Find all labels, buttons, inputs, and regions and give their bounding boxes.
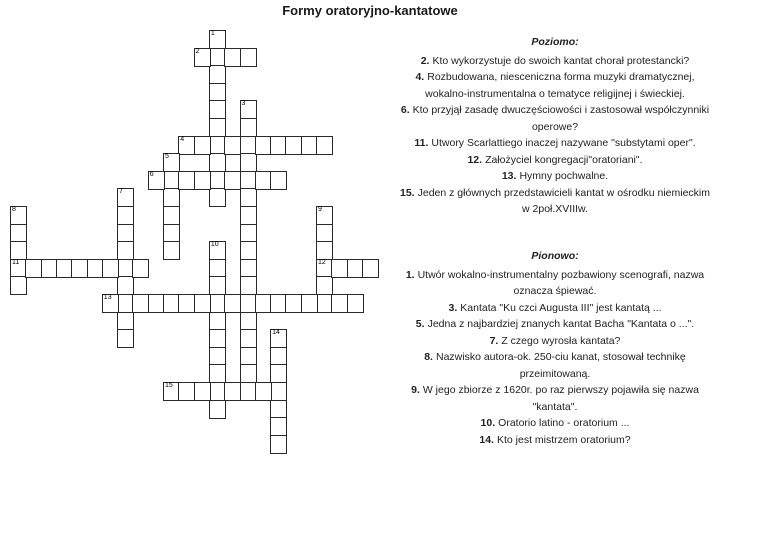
cell-number: 10 [210,241,219,249]
grid-cell[interactable] [209,276,226,295]
grid-cell[interactable] [117,276,134,295]
grid-cell[interactable] [240,259,257,278]
grid-cell[interactable] [224,294,241,313]
clue-item [400,333,710,350]
cell-number: 9 [318,206,322,213]
down-clue-list [400,267,710,449]
across-clue-list [400,53,710,218]
clue-text: Kto jest mistrzem oratorium? [496,433,631,446]
cell-number: 12 [318,258,326,266]
grid-cell[interactable] [316,224,333,243]
clue-text: Utwór wokalno-instrumentalny pozbawiony scenografi, nazwa oznacza śpiewać. [417,268,705,297]
clue-number: 10. [480,417,496,429]
clue-item [400,168,710,185]
grid-cell[interactable] [194,171,211,190]
clue-text: Hymny pochwalne. [519,170,609,182]
clue-number: 13. [501,170,517,182]
clue-text: W jego zbiorze z 1620r. po raz pierwszy pojawiła się nazwa "kantata". [422,384,699,413]
clue-number: 1. [405,268,415,281]
clue-text: Kto przyjął zasadę dwuczęściowości i zastosował współczynniki operowe? [412,104,710,133]
clue-item [400,349,710,382]
grid-cell[interactable] [209,259,226,278]
grid-cell[interactable] [240,48,257,67]
grid-cell[interactable] [163,206,180,225]
cell-number: 7 [119,188,123,196]
grid-cell[interactable] [240,312,257,331]
clue-text: Założyciel kongregacji"oratoriani". [485,153,643,166]
grid-cell[interactable] [117,241,134,260]
clue-number: 3. [448,301,458,314]
cell-number: 13 [103,294,112,301]
grid-cell[interactable] [270,435,287,454]
cell-number: 2 [195,47,200,55]
clue-number: 5. [415,318,425,330]
grid-cell[interactable] [301,294,318,313]
clue-text: Nazwisko autora-ok. 250-ciu kanat, stosował technikę przeimitowaną. [435,351,686,380]
grid-cell[interactable] [316,136,333,155]
cell-number: 11 [12,258,20,266]
clue-number: 2. [420,54,430,67]
grid-cell[interactable] [240,188,257,207]
grid-cell[interactable] [209,329,226,348]
grid-cell[interactable] [316,241,333,260]
grid-cell[interactable] [240,224,257,243]
clue-text: Rozbudowana, niesceniczna forma muzyki dramatycznej, wokalno-instrumentalna o tematyce religijnej i świeckiej. [425,71,695,100]
grid-cell[interactable] [132,259,149,278]
across-clues [400,34,710,218]
clue-text: Kto wykorzystuje do swoich kantat chorał protestancki? [432,54,690,67]
grid-cell[interactable] [194,136,211,155]
grid-cell[interactable] [240,118,257,137]
grid-cell[interactable] [240,241,257,260]
clue-number: 15. [400,186,415,199]
clue-text: Utwory Scarlattiego inaczej nazywane "substytami oper". [431,137,696,149]
clue-number: 11. [414,137,429,149]
grid-cell[interactable] [240,206,257,225]
grid-cell[interactable] [270,382,287,401]
grid-cell[interactable] [209,347,226,366]
clue-item [400,69,710,102]
clue-text: Kantata "Ku czci Augusta III" jest kantatą ... [460,301,662,314]
grid-cell[interactable] [209,188,226,207]
down-heading: Pionowo: [531,250,579,262]
grid-cell[interactable] [240,364,257,383]
clue-item [400,135,710,152]
clue-number: 14. [479,433,494,446]
clue-number: 6. [400,104,410,116]
across-heading: Poziomo: [531,36,579,48]
clue-item [400,185,710,218]
clue-item [400,415,710,432]
grid-cell[interactable] [209,153,226,172]
cell-number: 8 [12,206,16,213]
grid-cell[interactable] [209,83,226,102]
grid-cell[interactable] [209,364,226,383]
grid-cell[interactable] [240,329,257,348]
clue-text: Jedna z najbardziej znanych kantat Bacha "Kantata o ...". [427,318,695,330]
clue-item [400,316,710,333]
clue-item [400,53,710,70]
page-title: Formy oratoryjno-kantatowe [282,3,458,18]
grid-cell[interactable] [362,259,379,278]
grid-cell[interactable] [117,224,134,243]
grid-cell[interactable] [270,364,287,383]
grid-cell[interactable] [10,224,27,243]
clue-item [400,382,710,415]
clue-number: 4. [415,71,425,83]
grid-cell[interactable] [209,118,226,137]
cell-number: 15 [165,382,173,389]
clue-number: 8. [424,351,433,363]
cell-number: 4 [180,135,185,143]
cell-number: 14 [272,329,280,337]
grid-cell[interactable] [240,347,257,366]
grid-cell[interactable] [255,382,272,401]
clue-text: Jeden z głównych przedstawicieli kantat w ośrodku niemieckim w 2poł.XVIIIw. [417,186,710,215]
grid-cell[interactable] [240,153,257,172]
clue-text: Z czego wyrosła kantata? [501,334,621,347]
down-clues [400,248,710,448]
grid-cell[interactable] [209,312,226,331]
clue-number: 12. [467,153,483,166]
grid-cell[interactable] [270,417,287,436]
grid-cell[interactable] [163,224,180,243]
grid-cell[interactable] [209,400,226,419]
grid-cell[interactable] [102,259,119,278]
grid-cell[interactable] [224,136,241,155]
cell-number: 3 [241,100,246,108]
grid-cell[interactable] [194,382,211,401]
grid-cell[interactable] [117,312,134,331]
cell-number: 5 [165,153,169,161]
grid-cell[interactable] [117,206,134,225]
clue-item [400,300,710,317]
grid-cell[interactable] [194,294,211,313]
grid-cell[interactable] [117,329,134,348]
grid-cell[interactable] [10,241,27,260]
grid-cell[interactable] [270,171,287,190]
cell-number: 1 [210,30,215,37]
clue-text: Oratorio latino - oratorium ... [498,417,630,429]
clue-item [400,102,710,135]
grid-cell[interactable] [270,347,287,366]
clue-number: 9. [411,384,420,396]
grid-cell[interactable] [163,241,180,260]
grid-cell[interactable] [209,65,226,84]
grid-cell[interactable] [10,276,27,295]
clue-number: 7. [489,334,499,347]
grid-cell[interactable] [209,100,226,119]
grid-cell[interactable] [270,400,287,419]
clue-item [400,267,710,300]
grid-cell[interactable] [224,171,241,190]
clue-item [400,432,710,449]
grid-cell[interactable] [347,294,364,313]
grid-cell[interactable] [240,276,257,295]
grid-cell[interactable] [163,188,180,207]
clue-item [400,152,710,169]
cell-number: 6 [149,170,154,178]
grid-cell[interactable] [316,276,333,295]
